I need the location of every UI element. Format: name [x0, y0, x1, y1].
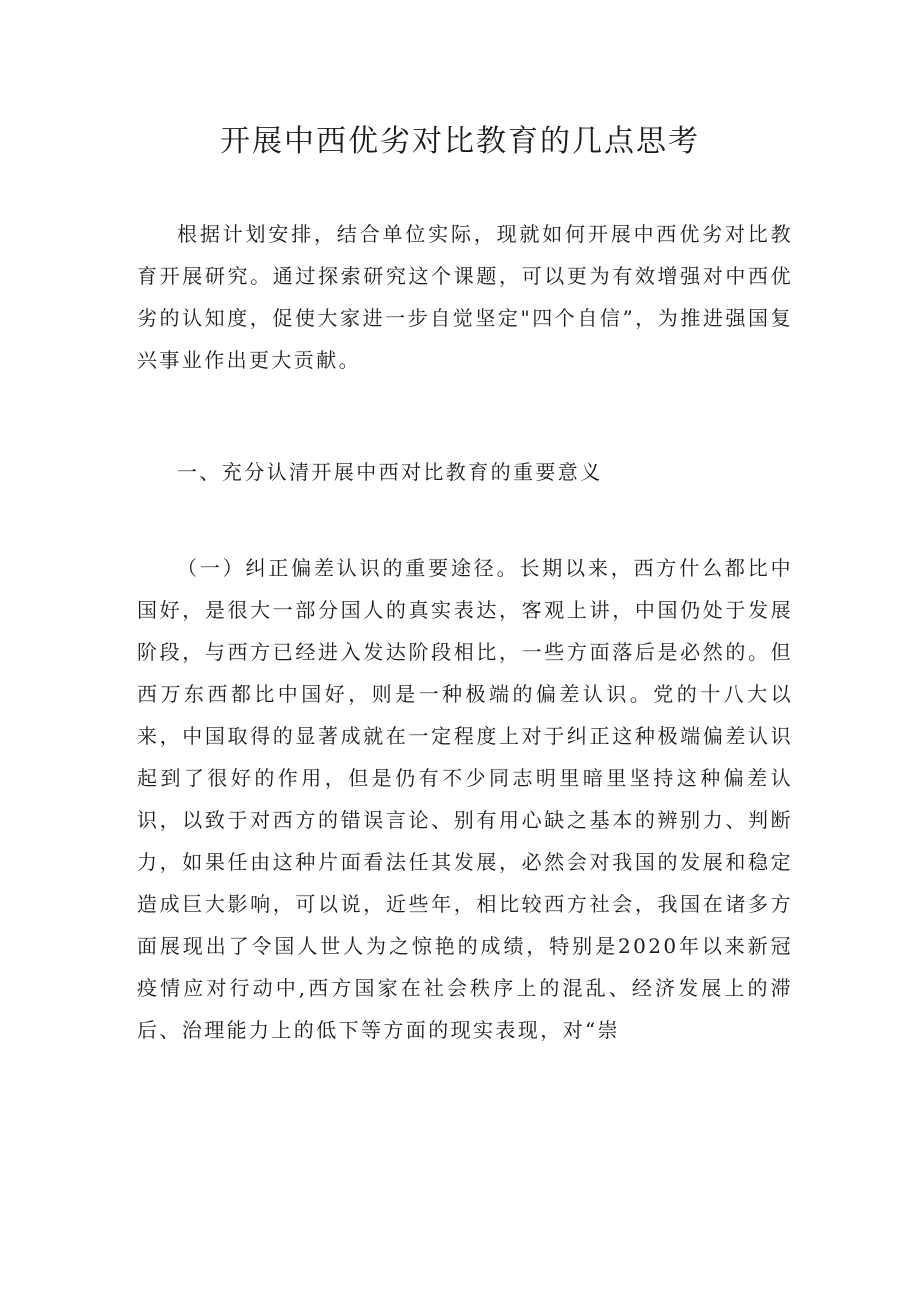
section-heading: 一、充分认清开展中西对比教育的重要意义 [177, 460, 603, 484]
document-title: 开展中西优劣对比教育的几点思考 [220, 124, 700, 159]
body-paragraph: （一）纠正偏差认识的重要途径。长期以来，西方什么都比中国好，是很大一部分国人的真实表达，客观上讲，中国仍处于发展阶段，与西方已经进入发达阶段相比，一些方面落后是必然的。但西万东西都比中国好，则是一种极端的偏差认识。党的十八大以来，中国取得的显著成就在一定程度上对于纠正这种极端偏差认识起到了很好的作用，但是仍有不少同志明里暗里坚持这种偏差认识，以致于对西方的错误言论、别有用心缺之基本的辨别力、判断力，如果任由这种片面看法任其发展，必然会对我国的发展和稳定造成巨大影响，可以说，近些年，相比较西方社会，我国在诸多方面展现出了令国人世人为之惊艳的成绩，特别是2020年以来新冠疫情应对行动中,西方国家在社会秩序上的混乱、经济发展上的滞后、治理能力上的低下等方面的现实表现，对“崇 [137, 556, 793, 1042]
intro-paragraph: 根据计划安排，结合单位实际，现就如何开展中西优劣对比教育开展研究。通过探索研究这个课题，可以更为有效增强对中西优劣的认知度，促使大家进一步自觉坚定"四个自信”，为推进强国复兴事业作出更大贡献。 [137, 222, 793, 372]
